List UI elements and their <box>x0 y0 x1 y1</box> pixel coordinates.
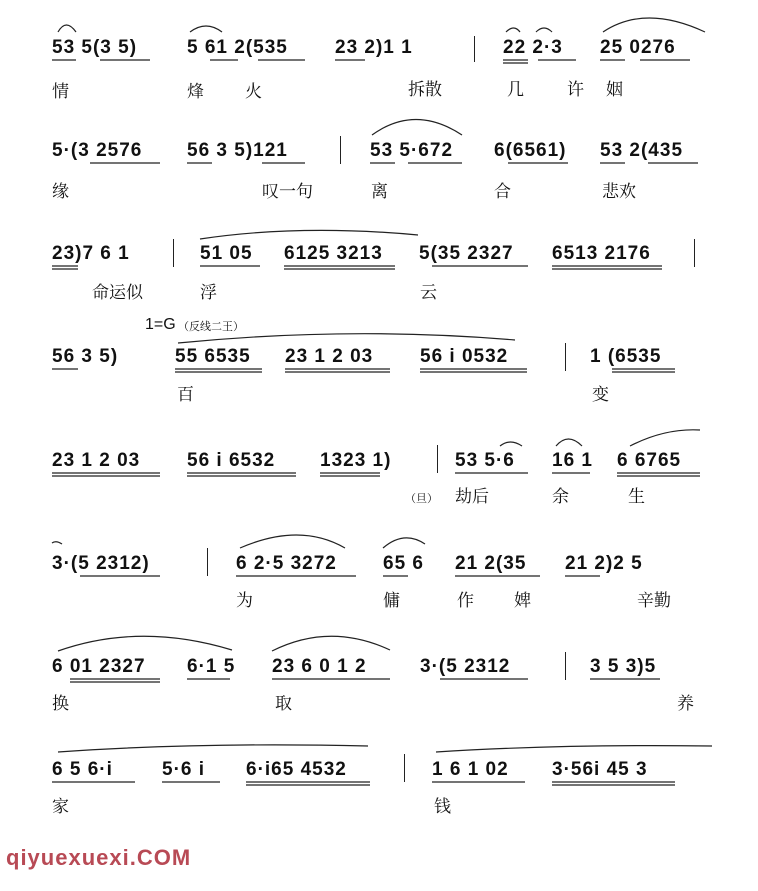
lyric: 云 <box>420 283 437 303</box>
lyric: 离 <box>371 182 388 202</box>
lyric: 合 <box>494 182 511 202</box>
lyric: 作 <box>457 591 474 611</box>
role-marker: （旦） <box>405 492 438 505</box>
notation-measure: 51 05 <box>200 243 253 264</box>
notation-measure: 6513 2176 <box>552 243 651 264</box>
lyric: 婢 <box>514 591 531 611</box>
lyric: 傭 <box>383 591 400 611</box>
notation-measure: 65 6 <box>383 553 424 574</box>
lyric: 余 <box>552 487 569 507</box>
lyric: 养 <box>677 694 694 714</box>
lyric: 为 <box>236 591 253 611</box>
lyric: 取 <box>275 694 292 714</box>
notation-measure: 23 6 0 1 2 <box>272 656 367 677</box>
notation-measure: 3·(5 2312 <box>420 656 511 677</box>
lyric: 几 <box>507 80 524 100</box>
notation-measure: 6·i65 4532 <box>246 759 347 780</box>
lyric: 烽 <box>187 82 204 102</box>
notation-measure: 6·1 5 <box>187 656 236 677</box>
lyric: 拆散 <box>408 80 442 100</box>
key-signature: 1=G <box>145 316 176 333</box>
notation-measure: 6 5 6·i <box>52 759 113 780</box>
notation-measure: 3 5 3)5 <box>590 656 657 677</box>
notation-measure: 6125 3213 <box>284 243 383 264</box>
notation-measure: 55 6535 <box>175 346 251 367</box>
notation-measure: 56 3 5)121 <box>187 140 288 161</box>
notation-measure: 6 6765 <box>617 450 682 471</box>
notation-measure: 23 2)1 1 <box>335 37 413 58</box>
notation-measure: 56 3 5) <box>52 346 119 367</box>
lyric: 姻 <box>606 80 623 100</box>
notation-measure: 6 2·5 3272 <box>236 553 337 574</box>
key-signature-note: （反线二王） <box>178 320 244 333</box>
notation-measure: 25 0276 <box>600 37 676 58</box>
lyric: 命运似 <box>92 283 143 303</box>
notation-measure: 6 01 2327 <box>52 656 146 677</box>
lyric: 许 <box>567 80 584 100</box>
notation-measure: 16 1 <box>552 450 593 471</box>
notation-measure: 5(35 2327 <box>419 243 514 264</box>
notation-measure: 23)7 6 1 <box>52 243 130 264</box>
notation-measure: 1323 1) <box>320 450 392 471</box>
watermark: qiyuexuexi.COM <box>6 845 192 870</box>
lyric: 情 <box>52 82 69 102</box>
notation-measure: 21 2)2 5 <box>565 553 643 574</box>
notation-measure: 53 5(3 5) <box>52 37 138 58</box>
lyric: 变 <box>592 385 609 405</box>
notation-measure: 5 61 2(535 <box>187 37 288 58</box>
lyric: 火 <box>245 82 262 102</box>
notation-measure: 53 2(435 <box>600 140 684 161</box>
notation-measure: 3·(5 2312) <box>52 553 150 574</box>
notation-measure: 23 1 2 03 <box>285 346 374 367</box>
lyric: 劫后 <box>455 487 489 507</box>
notation-measure: 22 2·3 <box>503 37 563 58</box>
notation-measure: 53 5·672 <box>370 140 454 161</box>
lyric: 家 <box>52 797 69 817</box>
lyric: 叹一句 <box>262 182 313 202</box>
notation-measure: 56 i 6532 <box>187 450 276 471</box>
lyric: 钱 <box>434 797 451 817</box>
notation-measure: 5·6 i <box>162 759 206 780</box>
notation-measure: 6(6561) <box>494 140 567 161</box>
lyric: 生 <box>628 487 645 507</box>
notation-measure: 1 (6535 <box>590 346 662 367</box>
lyric: 浮 <box>200 283 217 303</box>
notation-measure: 3·56i 45 3 <box>552 759 648 780</box>
lyric: 辛勤 <box>637 591 671 611</box>
notation-measure: 23 1 2 03 <box>52 450 141 471</box>
notation-measure: 5·(3 2576 <box>52 140 143 161</box>
notation-measure: 1 6 1 02 <box>432 759 509 780</box>
notation-measure: 56 i 0532 <box>420 346 509 367</box>
lyric: 悲欢 <box>602 182 636 202</box>
lyric: 换 <box>52 694 69 714</box>
lyric: 缘 <box>52 182 69 202</box>
lyric: 百 <box>177 385 194 405</box>
notation-measure: 53 5·6 <box>455 450 515 471</box>
notation-measure: 21 2(35 <box>455 553 527 574</box>
